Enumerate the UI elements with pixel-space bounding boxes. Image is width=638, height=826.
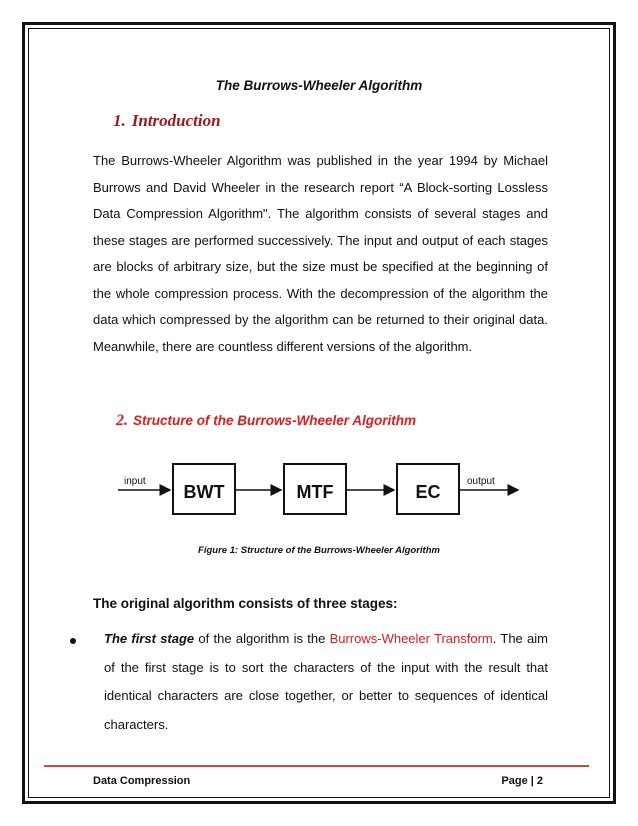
diagram-output-label: output — [467, 476, 495, 487]
diagram-input-label: input — [124, 476, 146, 487]
bullet-first-stage-text-after: . The aim of the first stage is to sort the characters of the input with the result that identical characters are close together, or better to sequences of identical characters. — [104, 631, 548, 732]
footer-document-name: Data Compression — [93, 775, 191, 787]
section-2-heading — [116, 412, 416, 430]
section-2-title: Structure of the Burrows-Wheeler Algorithm — [133, 413, 417, 428]
bwt-link[interactable]: Burrows-Wheeler Transform — [329, 631, 493, 646]
section-1-number: 1. — [113, 111, 126, 130]
stages-intro: The original algorithm consists of three stages: — [93, 596, 398, 611]
mtf-block-label: MTF — [296, 482, 334, 502]
section-1-title: Introduction — [131, 111, 221, 130]
bullet-first-stage — [104, 625, 548, 739]
introduction-paragraph: The Burrows-Wheeler Algorithm was published in the year 1994 by Michael Burrows and David Wheeler in the research report “A Block-sorting Lossless Data Compression Algorithm". The algorithm consists of several stages and these stages are performed successively. The input and output of each stages are blocks of arbitrary size, but the size must be specified at the beginning of the whole compression process. With the decompression of the algorithm the data which compressed by the algorithm can be returned to their original data. Meanwhile, there are countless different versions of the algorithm. — [93, 153, 548, 354]
bwt-block-label: BWT — [183, 482, 225, 502]
bullet-first-stage-lead: The first stage — [104, 631, 195, 646]
ec-block-label: EC — [415, 482, 441, 502]
section-2-number: 2. — [116, 412, 128, 429]
algorithm-structure-diagram — [118, 462, 522, 522]
section-1-heading — [113, 111, 221, 131]
bullet-first-stage-text-before: of the algorithm is the — [194, 631, 330, 646]
footer-page-number: Page | 2 — [501, 775, 543, 787]
document-title: The Burrows-Wheeler Algorithm — [215, 78, 423, 93]
bullet-icon — [70, 638, 76, 644]
figure-caption: Figure 1: Structure of the Burrows-Wheeler Algorithm — [198, 545, 440, 556]
footer-divider — [44, 765, 589, 767]
